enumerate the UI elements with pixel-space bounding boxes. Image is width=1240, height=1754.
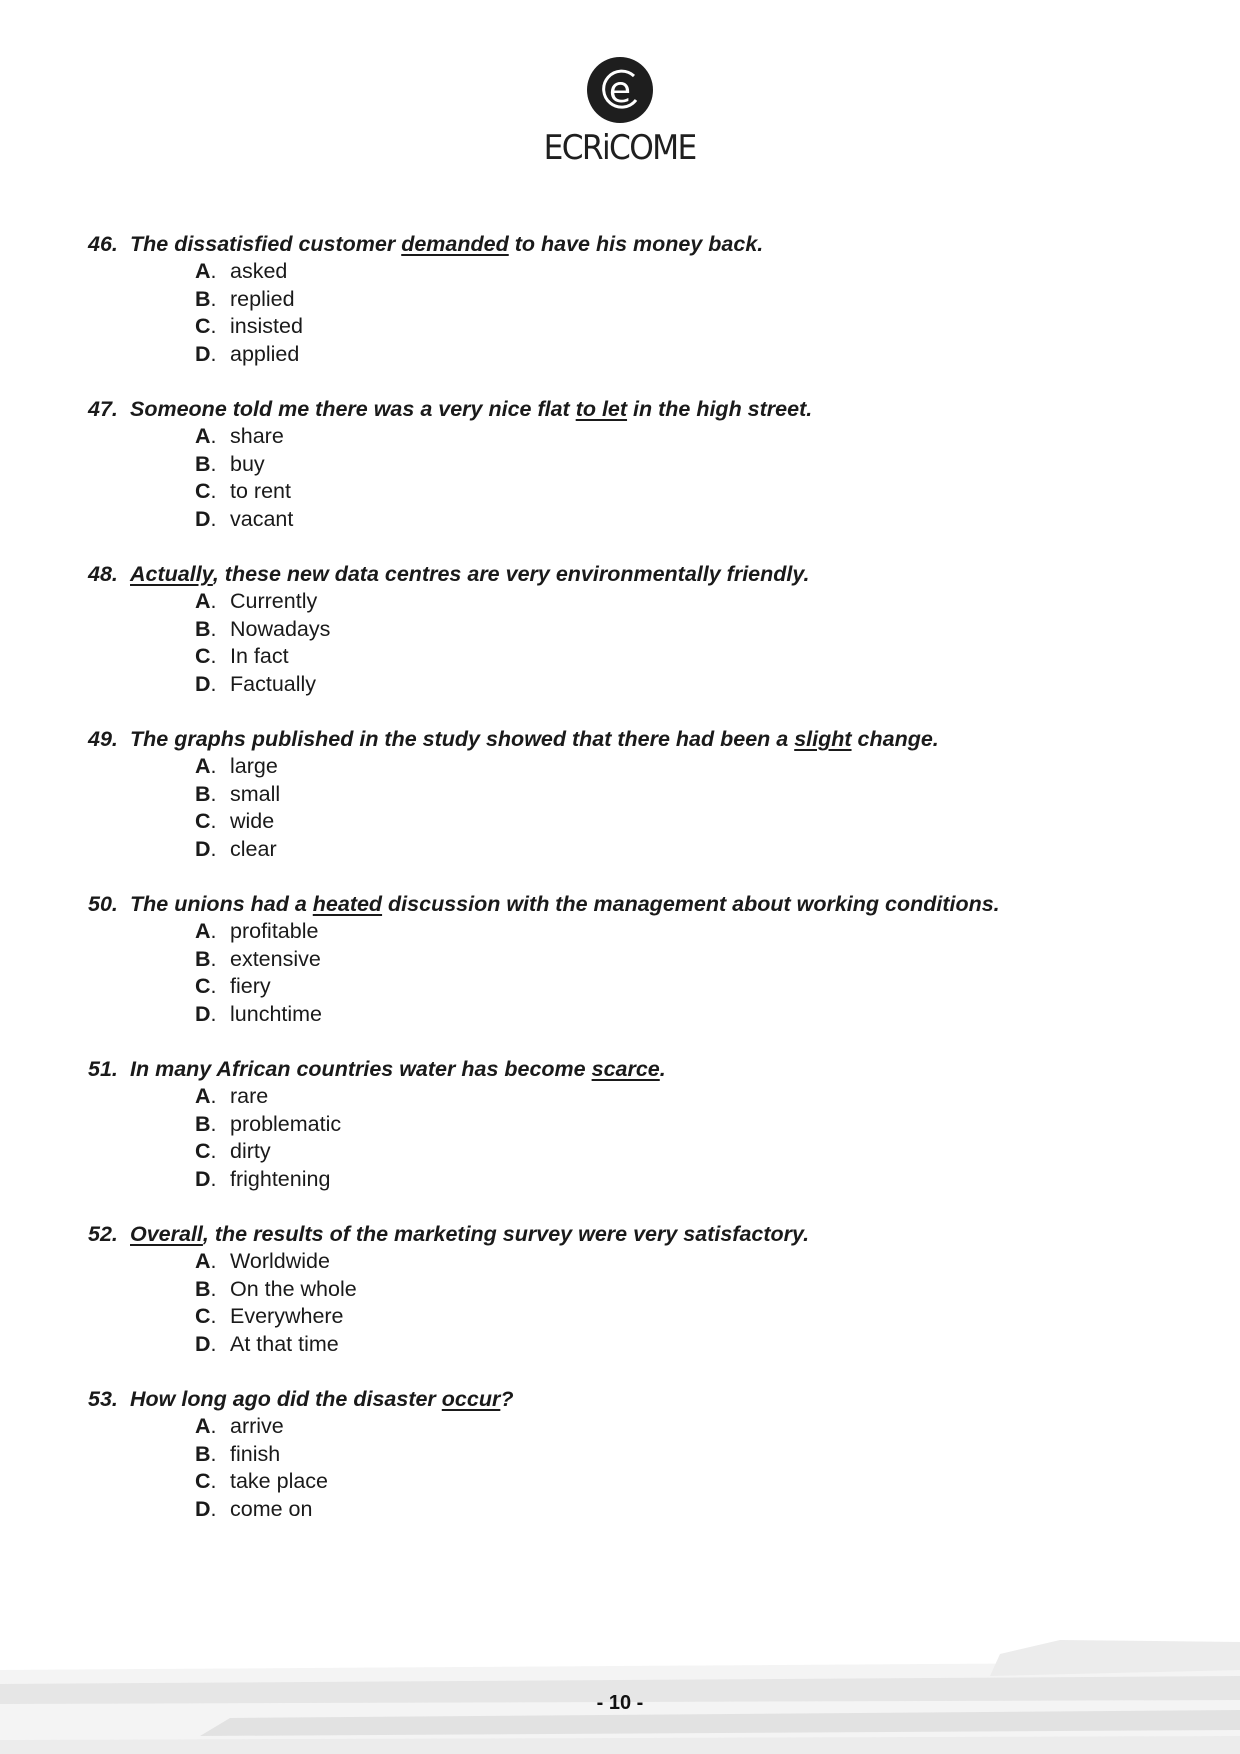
option-letter-text: C <box>195 974 211 998</box>
option-letter: B. <box>195 1441 217 1466</box>
question-52 <box>88 1221 1188 1358</box>
option-text: asked <box>230 259 288 283</box>
question-46 <box>88 231 1188 368</box>
option-text: buy <box>230 451 265 476</box>
option-letter: A. <box>195 424 217 448</box>
stem-text-after: in the high street. <box>627 397 813 421</box>
option-text: Nowadays <box>230 616 331 641</box>
underlined-word: Overall <box>130 1222 203 1246</box>
underlined-word: slight <box>794 727 852 751</box>
option-letter-text: D <box>195 1331 211 1356</box>
underlined-word: to let <box>575 397 628 421</box>
stem-text-before: The dissatisfied customer <box>130 232 402 256</box>
option-letter: B. <box>195 946 217 971</box>
option-letter: C. <box>195 1304 217 1328</box>
option-text: rare <box>230 1084 269 1108</box>
question-stem <box>88 1221 1188 1248</box>
option-letter-text: B <box>195 616 211 641</box>
question-stem <box>88 561 1188 588</box>
brand-name: ECRiCOME <box>543 128 697 168</box>
answer-option <box>195 286 1188 314</box>
stem-text-after: change. <box>851 727 939 751</box>
answer-option <box>195 1468 1188 1496</box>
option-text: dirty <box>230 1139 271 1163</box>
answer-option <box>195 753 1188 781</box>
option-letter-text: B <box>195 946 211 971</box>
option-letter-text: A <box>195 1249 211 1273</box>
answer-option <box>195 1331 1188 1359</box>
answer-option <box>195 781 1188 809</box>
option-text: to rent <box>230 479 291 503</box>
option-letter-text: A <box>195 259 211 283</box>
stem-text-before: Someone told me there was a very nice flat <box>130 397 576 421</box>
option-letter-text: C <box>195 479 211 503</box>
option-letter: D. <box>195 341 217 366</box>
option-letter: B. <box>195 781 217 806</box>
option-letter: D. <box>195 1331 217 1356</box>
option-text: finish <box>230 1441 281 1466</box>
option-letter-text: C <box>195 644 211 668</box>
option-text: replied <box>230 286 295 311</box>
option-letter: A. <box>195 1084 217 1108</box>
option-text: share <box>230 424 284 448</box>
underlined-word: Actually <box>130 562 213 586</box>
option-letter: D. <box>195 1496 217 1521</box>
answer-options <box>88 918 1188 1028</box>
option-letter: C. <box>195 1469 217 1493</box>
answer-option <box>195 973 1188 1001</box>
option-letter-text: A <box>195 589 211 613</box>
question-50 <box>88 891 1188 1028</box>
option-letter: A. <box>195 754 217 778</box>
answer-options <box>88 1083 1188 1193</box>
option-letter: C. <box>195 1139 217 1163</box>
option-letter: C. <box>195 479 217 503</box>
option-letter-text: C <box>195 1139 211 1163</box>
stem-text-before: The graphs published in the study showed that there had been a <box>130 727 795 751</box>
question-number: 48. <box>88 562 118 586</box>
stem-text-after: , these new data centres are very environmentally friendly. <box>212 562 810 586</box>
svg-text:e: e <box>608 70 632 111</box>
option-letter-text: D <box>195 1166 211 1191</box>
option-text: Worldwide <box>230 1249 330 1273</box>
header <box>0 56 1240 168</box>
question-number: 53. <box>88 1387 118 1411</box>
option-letter-text: B <box>195 1441 211 1466</box>
option-text: On the whole <box>230 1276 357 1301</box>
option-text: insisted <box>230 314 303 338</box>
option-letter: C. <box>195 974 217 998</box>
answer-option <box>195 1303 1188 1331</box>
option-letter-text: C <box>195 314 211 338</box>
option-text: wide <box>230 809 275 833</box>
option-letter-text: D <box>195 671 211 696</box>
option-letter: B. <box>195 286 217 311</box>
answer-option <box>195 451 1188 479</box>
answer-options <box>88 1413 1188 1523</box>
question-number: 46. <box>88 232 118 256</box>
option-letter-text: C <box>195 1469 211 1493</box>
stem-text-after: . <box>659 1057 666 1081</box>
option-letter-text: C <box>195 809 211 833</box>
underlined-word: demanded <box>401 232 509 256</box>
option-letter: C. <box>195 314 217 338</box>
question-51 <box>88 1056 1188 1193</box>
answer-option <box>195 1496 1188 1524</box>
answer-option <box>195 1138 1188 1166</box>
answer-options <box>88 258 1188 368</box>
answer-option <box>195 616 1188 644</box>
option-letter: A. <box>195 1414 217 1438</box>
question-number: 50. <box>88 892 118 916</box>
option-text: vacant <box>230 506 294 531</box>
answer-option <box>195 258 1188 286</box>
question-53 <box>88 1386 1188 1523</box>
option-letter-text: D <box>195 506 211 531</box>
answer-option <box>195 1111 1188 1139</box>
answer-options <box>88 1248 1188 1358</box>
option-letter: B. <box>195 1276 217 1301</box>
answer-option <box>195 643 1188 671</box>
option-letter-text: A <box>195 424 211 448</box>
question-47 <box>88 396 1188 533</box>
option-text: Factually <box>230 671 317 696</box>
answer-option <box>195 1413 1188 1441</box>
option-letter-text: B <box>195 1276 211 1301</box>
stem-text-before: In many African countries water has become <box>130 1057 592 1081</box>
stem-text-after: discussion with the management about working conditions. <box>382 892 1000 916</box>
option-letter-text: D <box>195 1001 211 1026</box>
option-text: take place <box>230 1469 329 1493</box>
answer-option <box>195 946 1188 974</box>
stem-text-after: , the results of the marketing survey were very satisfactory. <box>202 1222 810 1246</box>
option-letter: D. <box>195 1166 217 1191</box>
option-text: fiery <box>230 974 271 998</box>
option-text: arrive <box>230 1414 284 1438</box>
question-stem <box>88 891 1188 918</box>
question-stem <box>88 396 1188 423</box>
option-letter-text: A <box>195 1084 211 1108</box>
question-stem <box>88 231 1188 258</box>
question-49 <box>88 726 1188 863</box>
option-text: come on <box>230 1496 313 1521</box>
stem-text-before: The unions had a <box>130 892 313 916</box>
option-letter-text: B <box>195 286 211 311</box>
option-letter-text: B <box>195 1111 211 1136</box>
page-number: - 10 - <box>596 1692 644 1714</box>
answer-options <box>88 588 1188 698</box>
option-text: extensive <box>230 946 321 971</box>
option-letter: D. <box>195 836 217 861</box>
underlined-word: scarce <box>591 1057 660 1081</box>
question-stem <box>88 1056 1188 1083</box>
option-letter: A. <box>195 919 217 943</box>
question-stem <box>88 1386 1188 1413</box>
option-letter: A. <box>195 259 217 283</box>
question-list <box>88 231 1188 1551</box>
option-letter-text: B <box>195 781 211 806</box>
option-text: clear <box>230 836 277 861</box>
question-number: 49. <box>88 727 118 751</box>
answer-option <box>195 313 1188 341</box>
answer-options <box>88 423 1188 533</box>
question-number: 52. <box>88 1222 118 1246</box>
option-letter: B. <box>195 616 217 641</box>
stem-text-before: How long ago did the disaster <box>130 1387 442 1411</box>
option-letter: D. <box>195 671 217 696</box>
option-text: small <box>230 781 281 806</box>
option-text: lunchtime <box>230 1001 323 1026</box>
question-stem <box>88 726 1188 753</box>
option-letter-text: A <box>195 754 211 778</box>
option-letter: D. <box>195 1001 217 1026</box>
answer-option <box>195 1441 1188 1469</box>
option-text: Currently <box>230 589 318 613</box>
option-text: frightening <box>230 1166 331 1191</box>
option-text: Everywhere <box>230 1304 344 1328</box>
option-letter: C. <box>195 644 217 668</box>
answer-option <box>195 506 1188 534</box>
option-letter-text: D <box>195 836 211 861</box>
question-number: 47. <box>88 397 118 421</box>
option-text: At that time <box>230 1331 339 1356</box>
question-number: 51. <box>88 1057 118 1081</box>
answer-options <box>88 753 1188 863</box>
underlined-word: occur <box>441 1387 501 1411</box>
answer-option <box>195 1166 1188 1194</box>
option-letter: B. <box>195 1111 217 1136</box>
option-letter: B. <box>195 451 217 476</box>
answer-option <box>195 341 1188 369</box>
answer-option <box>195 1276 1188 1304</box>
option-text: In fact <box>230 644 289 668</box>
option-text: profitable <box>230 919 319 943</box>
option-letter-text: D <box>195 341 211 366</box>
answer-option <box>195 1083 1188 1111</box>
option-letter-text: A <box>195 1414 211 1438</box>
answer-option <box>195 808 1188 836</box>
option-text: applied <box>230 341 300 366</box>
stem-text-after: to have his money back. <box>508 232 764 256</box>
underlined-word: heated <box>312 892 383 916</box>
stem-text-after: ? <box>500 1387 514 1411</box>
option-letter: A. <box>195 589 217 613</box>
question-48 <box>88 561 1188 698</box>
option-letter: A. <box>195 1249 217 1273</box>
option-letter-text: D <box>195 1496 211 1521</box>
answer-option <box>195 423 1188 451</box>
option-letter: D. <box>195 506 217 531</box>
answer-option <box>195 836 1188 864</box>
option-letter-text: B <box>195 451 211 476</box>
option-letter-text: C <box>195 1304 211 1328</box>
answer-option <box>195 1248 1188 1276</box>
answer-option <box>195 588 1188 616</box>
answer-option <box>195 1001 1188 1029</box>
answer-option <box>195 671 1188 699</box>
answer-option <box>195 918 1188 946</box>
ecricome-logo-icon <box>586 56 654 124</box>
option-text: problematic <box>230 1111 342 1136</box>
option-letter-text: A <box>195 919 211 943</box>
option-text: large <box>230 754 278 778</box>
option-letter: C. <box>195 809 217 833</box>
answer-option <box>195 478 1188 506</box>
